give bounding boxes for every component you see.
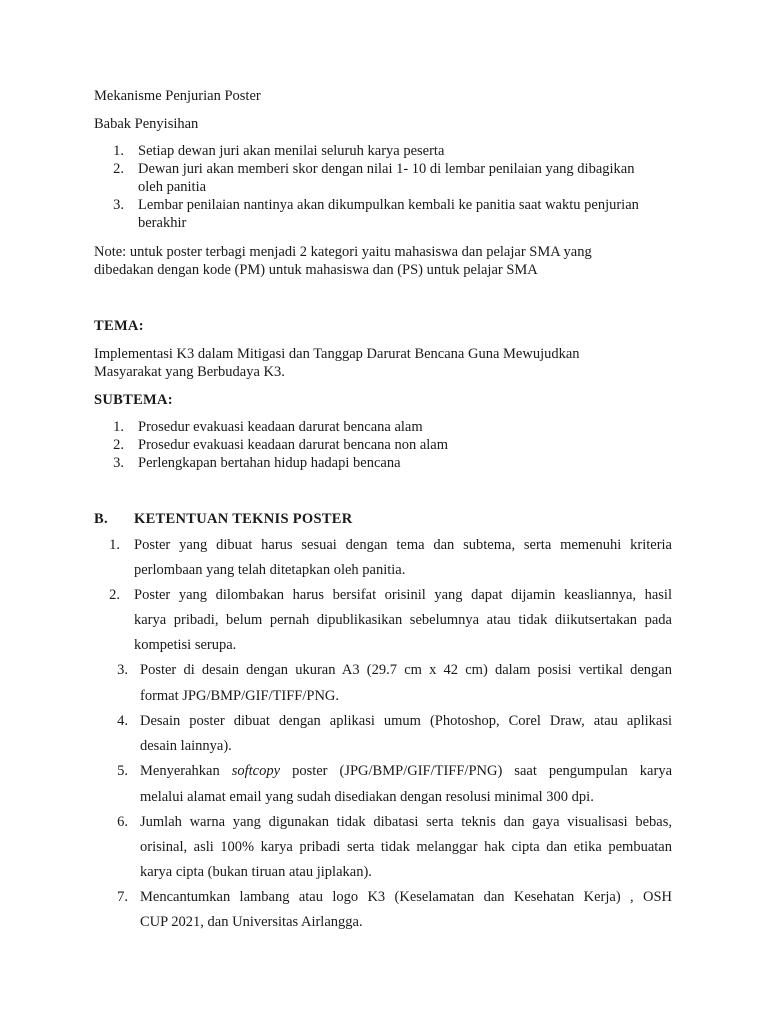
round-title: Babak Penyisihan bbox=[94, 116, 199, 132]
list-number: 3. bbox=[113, 455, 124, 471]
list-number: 2. bbox=[113, 161, 124, 177]
rule-text: orisinal, asli 100% karya pribadi serta tidak melanggar hak cipta dan etika pembuatan bbox=[140, 839, 672, 855]
rule-text: melalui alamat email yang sudah disediakan dengan resolusi minimal 300 dpi. bbox=[140, 789, 594, 805]
rule-text: karya cipta (bukan tiruan atau jiplakan). bbox=[140, 864, 372, 880]
rule-text: Poster yang dibuat harus sesuai dengan tema dan subtema, serta memenuhi kriteria bbox=[134, 537, 672, 553]
note-text: dibedakan dengan kode (PM) untuk mahasiswa dan (PS) untuk pelajar SMA bbox=[94, 262, 538, 278]
rule-text-part: Menyerahkan bbox=[140, 763, 232, 779]
section-title bbox=[134, 511, 353, 528]
list-number: 3. bbox=[117, 662, 128, 678]
list-number: 2. bbox=[113, 437, 124, 453]
rule-text bbox=[140, 763, 672, 780]
list-number: 5. bbox=[117, 763, 128, 779]
section-letter bbox=[94, 511, 108, 528]
list-item-text: berakhir bbox=[138, 215, 187, 231]
subtema-label-text: SUBTEMA: bbox=[94, 392, 173, 408]
list-item-text: Setiap dewan juri akan menilai seluruh karya peserta bbox=[138, 143, 445, 159]
rule-text: Jumlah warna yang digunakan tidak dibatasi serta teknis dan gaya visualisasi bebas, bbox=[140, 814, 672, 830]
rule-text: CUP 2021, dan Universitas Airlangga. bbox=[140, 914, 363, 930]
list-item-text: Prosedur evakuasi keadaan darurat bencana alam bbox=[138, 419, 423, 435]
list-number: 1. bbox=[109, 537, 120, 553]
document-heading: Mekanisme Penjurian Poster bbox=[94, 88, 261, 104]
rule-text: Mencantumkan lambang atau logo K3 (Keselamatan dan Kesehatan Kerja) , OSH bbox=[140, 889, 672, 905]
list-number: 2. bbox=[109, 587, 120, 603]
tema-text: Masyarakat yang Berbudaya K3. bbox=[94, 364, 285, 380]
rule-text: kompetisi serupa. bbox=[134, 637, 237, 653]
tema-label bbox=[94, 318, 144, 335]
list-number: 1. bbox=[113, 143, 124, 159]
rule-text-part: poster (JPG/BMP/GIF/TIFF/PNG) saat pengumpulan karya bbox=[280, 763, 672, 779]
rule-text: desain lainnya). bbox=[140, 738, 232, 754]
rule-text: Poster yang dilombakan harus bersifat orisinil yang dapat dijamin keasliannya, hasil bbox=[134, 587, 672, 603]
section-title-text: KETENTUAN TEKNIS POSTER bbox=[134, 511, 353, 527]
list-item-text: Perlengkapan bertahan hidup hadapi bencana bbox=[138, 455, 401, 471]
rule-text: karya pribadi, belum pernah dipublikasikan sebelumnya atau tidak diikutsertakan pada bbox=[134, 612, 672, 628]
list-number: 7. bbox=[117, 889, 128, 905]
tema-text: Implementasi K3 dalam Mitigasi dan Tanggap Darurat Bencana Guna Mewujudkan bbox=[94, 346, 580, 362]
list-number: 4. bbox=[117, 713, 128, 729]
section-letter-text: B. bbox=[94, 511, 108, 527]
list-item-text: Prosedur evakuasi keadaan darurat bencana non alam bbox=[138, 437, 449, 453]
rule-text: perlombaan yang telah ditetapkan oleh panitia. bbox=[134, 562, 406, 578]
list-number: 3. bbox=[113, 197, 124, 213]
rule-text: Poster di desain dengan ukuran A3 (29.7 cm x 42 cm) dalam posisi vertikal dengan bbox=[140, 662, 672, 678]
list-item-text: Lembar penilaian nantinya akan dikumpulkan kembali ke panitia saat waktu penjurian bbox=[138, 197, 639, 213]
rule-text-italic: softcopy bbox=[231, 763, 281, 779]
note-text: Note: untuk poster terbagi menjadi 2 kategori yaitu mahasiswa dan pelajar SMA yang bbox=[94, 244, 592, 260]
subtema-label bbox=[94, 392, 173, 409]
rule-text: format JPG/BMP/GIF/TIFF/PNG. bbox=[140, 688, 340, 704]
rule-text: Desain poster dibuat dengan aplikasi umum (Photoshop, Corel Draw, atau aplikasi bbox=[140, 713, 672, 729]
tema-label-text: TEMA: bbox=[94, 318, 144, 334]
list-number: 6. bbox=[117, 814, 128, 830]
list-number: 1. bbox=[113, 419, 124, 435]
list-item-text: Dewan juri akan memberi skor dengan nilai 1- 10 di lembar penilaian yang dibagikan bbox=[138, 161, 635, 177]
list-item-text: oleh panitia bbox=[138, 179, 207, 195]
